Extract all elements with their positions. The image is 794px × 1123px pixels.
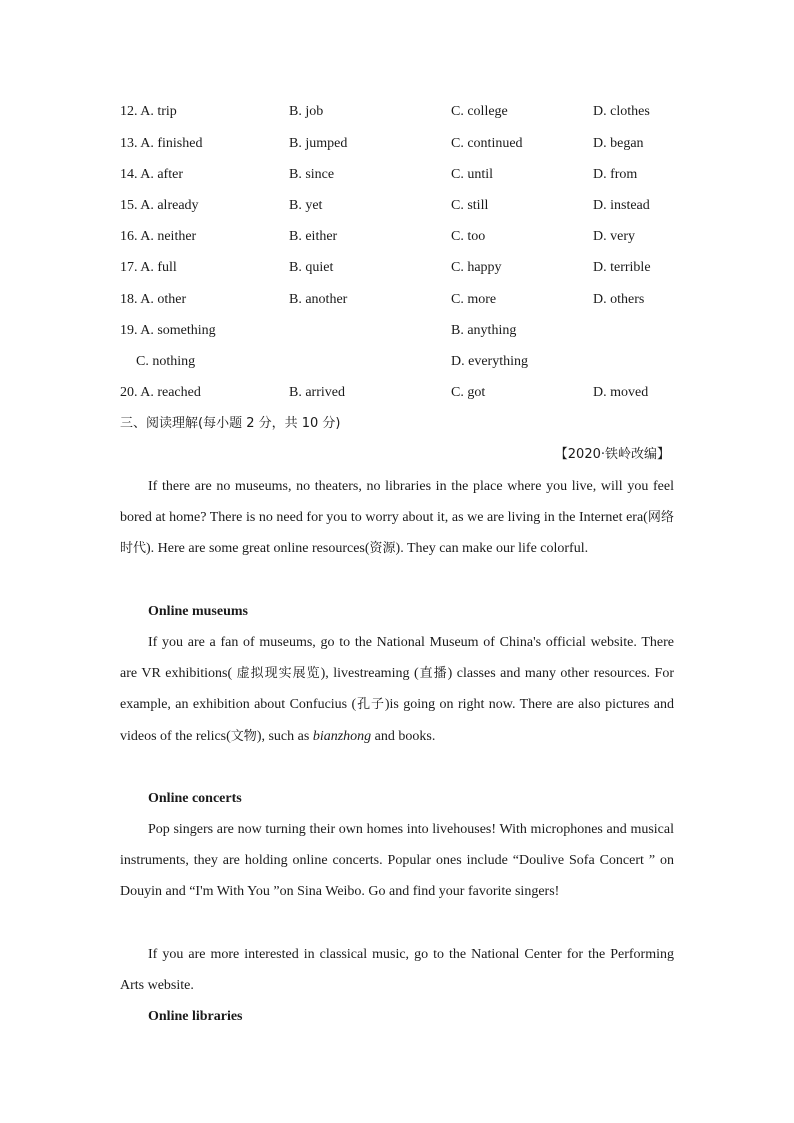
- museums-text: ), such as: [256, 728, 313, 744]
- option-b: B. job: [289, 104, 324, 119]
- museums-cn-gloss: 文物: [230, 728, 257, 744]
- option-b: B. jumped: [289, 136, 348, 151]
- intro-text: ). They can make our life colorful.: [395, 541, 589, 557]
- concerts-paragraph-2: If you are more interested in classical music, go to the National Center for the Performing Arts website.: [120, 947, 674, 994]
- option-c: C. nothing: [136, 354, 196, 369]
- option-c: C. continued: [451, 136, 523, 151]
- option-b: B. since: [289, 167, 335, 182]
- heading-online-museums: Online museums: [148, 604, 248, 619]
- option-a: 18. A. other: [120, 292, 187, 307]
- option-c: C. still: [451, 198, 489, 213]
- option-b: B. yet: [289, 198, 323, 213]
- museums-text: and books.: [371, 728, 436, 744]
- heading-online-concerts: Online concerts: [148, 791, 242, 806]
- option-d: D. others: [593, 292, 645, 307]
- option-c: C. college: [451, 104, 508, 119]
- option-b: B. anything: [451, 323, 517, 338]
- option-c: C. got: [451, 385, 486, 400]
- museums-paragraph: [120, 627, 674, 752]
- option-a: 12. A. trip: [120, 104, 177, 119]
- option-d: D. from: [593, 167, 638, 182]
- option-c: C. too: [451, 229, 486, 244]
- option-c: C. happy: [451, 260, 502, 275]
- concerts-paragraph-1: Pop singers are now turning their own homes into livehouses! With microphones and musical instruments, they are holding online concerts. Popular ones include “Doulive Sofa Concert ” on Douyin and “I'm With You ”on Sina Weibo. Go and find your favorite singers!: [120, 822, 674, 900]
- museums-text: ), livestreaming (: [320, 666, 419, 682]
- option-a: 19. A. something: [120, 323, 216, 338]
- option-b: B. quiet: [289, 260, 334, 275]
- option-d: D. very: [593, 229, 635, 244]
- source-label: 【2020·铁岭改编】: [554, 447, 670, 462]
- option-a: 14. A. after: [120, 167, 183, 182]
- option-b: B. arrived: [289, 385, 345, 400]
- museums-cn-gloss: 虚拟现实展览: [236, 666, 321, 682]
- museums-text: If you are a fan of museums, go to the National Museum of China's official website. There are VR exhibitions(: [120, 635, 674, 682]
- option-a: 20. A. reached: [120, 385, 201, 400]
- option-b: B. either: [289, 229, 338, 244]
- museums-text: ) classes and many other resources. For example, an exhibition about Confucius (: [120, 666, 674, 713]
- option-a: 13. A. finished: [120, 136, 203, 151]
- option-b: B. another: [289, 292, 348, 307]
- section-title: 三、阅读理解(每小题 2 分，共 10 分): [120, 416, 341, 431]
- option-a: 17. A. full: [120, 260, 177, 275]
- heading-online-libraries: Online libraries: [148, 1009, 243, 1024]
- option-a: 16. A. neither: [120, 229, 197, 244]
- option-d: D. instead: [593, 198, 650, 213]
- intro-paragraph: [120, 471, 674, 565]
- intro-text: ). Here are some great online resources(: [146, 541, 370, 557]
- option-c: C. until: [451, 167, 494, 182]
- option-d: D. clothes: [593, 104, 650, 119]
- museums-cn-gloss: 孔子: [356, 697, 385, 713]
- intro-text: If there are no museums, no theaters, no libraries in the place where you live, will you feel bored at home? There is no need for you to worry about it, as we are living in the Internet era(: [120, 479, 674, 526]
- option-c: C. more: [451, 292, 497, 307]
- intro-cn-gloss: 资源: [369, 541, 396, 557]
- option-d: D. everything: [451, 354, 528, 369]
- option-a: 15. A. already: [120, 198, 199, 213]
- option-d: D. terrible: [593, 260, 651, 275]
- museums-text: )is going on right now. There are also pictures and videos of the relics(: [120, 697, 674, 744]
- option-d: D. began: [593, 136, 644, 151]
- option-d: D. moved: [593, 385, 649, 400]
- museums-cn-gloss: 直播: [418, 666, 448, 682]
- museums-italic-term: bianzhong: [312, 728, 372, 744]
- intro-cn-gloss: 网络时代: [120, 510, 674, 557]
